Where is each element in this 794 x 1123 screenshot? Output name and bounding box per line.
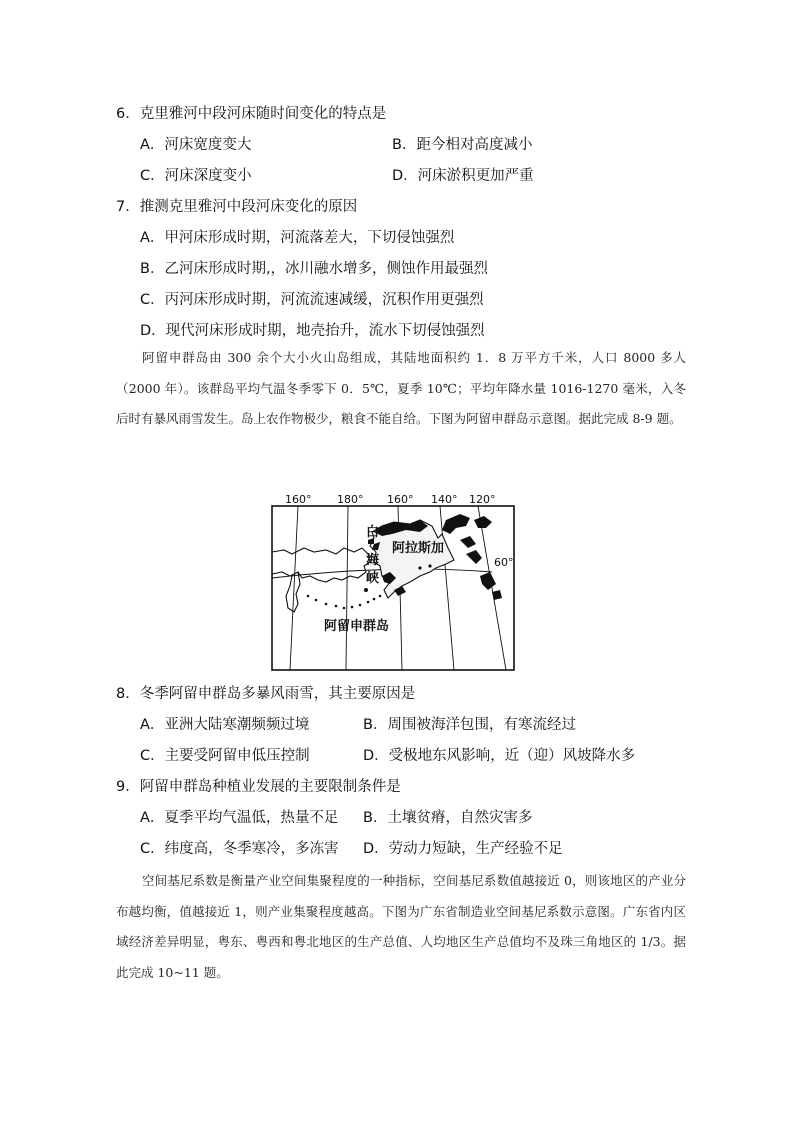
q6-option-a: A．河床宽度变大 [140, 137, 252, 153]
q8-option-a: A．亚洲大陆寒潮频频过境 [140, 717, 310, 733]
q7-option-b: B．乙河床形成时期,，冰川融水增多，侧蚀作用最强烈 [140, 261, 489, 277]
q8-stem: 8．冬季阿留申群岛多暴风雨雪，其主要原因是 [116, 686, 416, 702]
map-label-xia: 峡 [366, 571, 380, 586]
q6-option-d: D．河床淤积更加严重 [392, 168, 534, 184]
lon-label-180: 180° [337, 493, 364, 506]
q9-option-c: C．纬度高，冬季寒冷，多冻害 [140, 841, 339, 857]
q8-option-d: D．受极地东风影响，近（迎）风坡降水多 [363, 748, 636, 764]
passage-gini [116, 866, 686, 988]
lat-label-60: 60° [494, 556, 514, 569]
q7-stem: 7．推测克里雅河中段河床变化的原因 [116, 199, 358, 215]
q9-option-a: A．夏季平均气温低，热量不足 [140, 810, 339, 826]
q6-option-c: C．河床深度变小 [140, 168, 252, 184]
q6-option-b: B．距今相对高度减小 [392, 137, 533, 153]
q9-stem: 9．阿留申群岛种植业发展的主要限制条件是 [116, 779, 401, 795]
aleutian-map [270, 492, 516, 672]
lon-label-160w-left: 160° [285, 493, 312, 506]
lon-label-140: 140° [431, 493, 458, 506]
map-label-aleutian: 阿留申群岛 [324, 619, 390, 634]
q7-option-a: A．甲河床形成时期，河流落差大，下切侵蚀强烈 [140, 230, 455, 246]
passage-gini-text: 空间基尼系数是衡量产业空间集聚程度的一种指标，空间基尼系数值越接近 0，则该地区的产业分布越均衡，值越接近 1，则产业集聚程度越高。下图为广东省制造业空间基尼系数示意图。广东省内区域经济差异明显，粤东、粤西和粤北地区的生产总值、人均地区生产总值均不及珠三角地区的 1/3。据此完成 10~11 题。 [116, 873, 686, 980]
q7-option-d: D．现代河床形成时期，地壳抬升，流水下切侵蚀强烈 [140, 323, 485, 339]
q6-stem: 6．克里雅河中段河床随时间变化的特点是 [116, 106, 387, 122]
q7-option-c: C．丙河床形成时期，河流流速减缓，沉积作用更强烈 [140, 292, 484, 308]
q9-option-b: B．土壤贫瘠，自然灾害多 [363, 810, 533, 826]
q8-option-b: B．周围被海洋包围，有寒流经过 [363, 717, 576, 733]
map-label-alaska: 阿拉斯加 [392, 541, 445, 556]
map-label-bai: 白 [366, 525, 380, 540]
passage-aleutian-text: 阿留申群岛由 300 余个大小火山岛组成，其陆地面积约 1．8 万平方千米，人口 8000 多人（2000 年）。该群岛平均气温冬季零下 0．5℃，夏季 10℃；平均年降水量 1016-1270 毫米，入冬后时有暴风雨雪发生。岛上农作物极少，粮食不能自给。下图为阿留申群岛示意图。据此完成 8-9 题。 [116, 350, 686, 426]
lon-label-160: 160° [387, 493, 414, 506]
passage-aleutian [116, 343, 686, 435]
q9-option-d: D．劳动力短缺，生产经验不足 [363, 841, 563, 857]
lon-label-120: 120° [469, 493, 496, 506]
map-label-hai: 海 [366, 553, 380, 568]
q8-option-c: C．主要受阿留申低压控制 [140, 748, 310, 764]
